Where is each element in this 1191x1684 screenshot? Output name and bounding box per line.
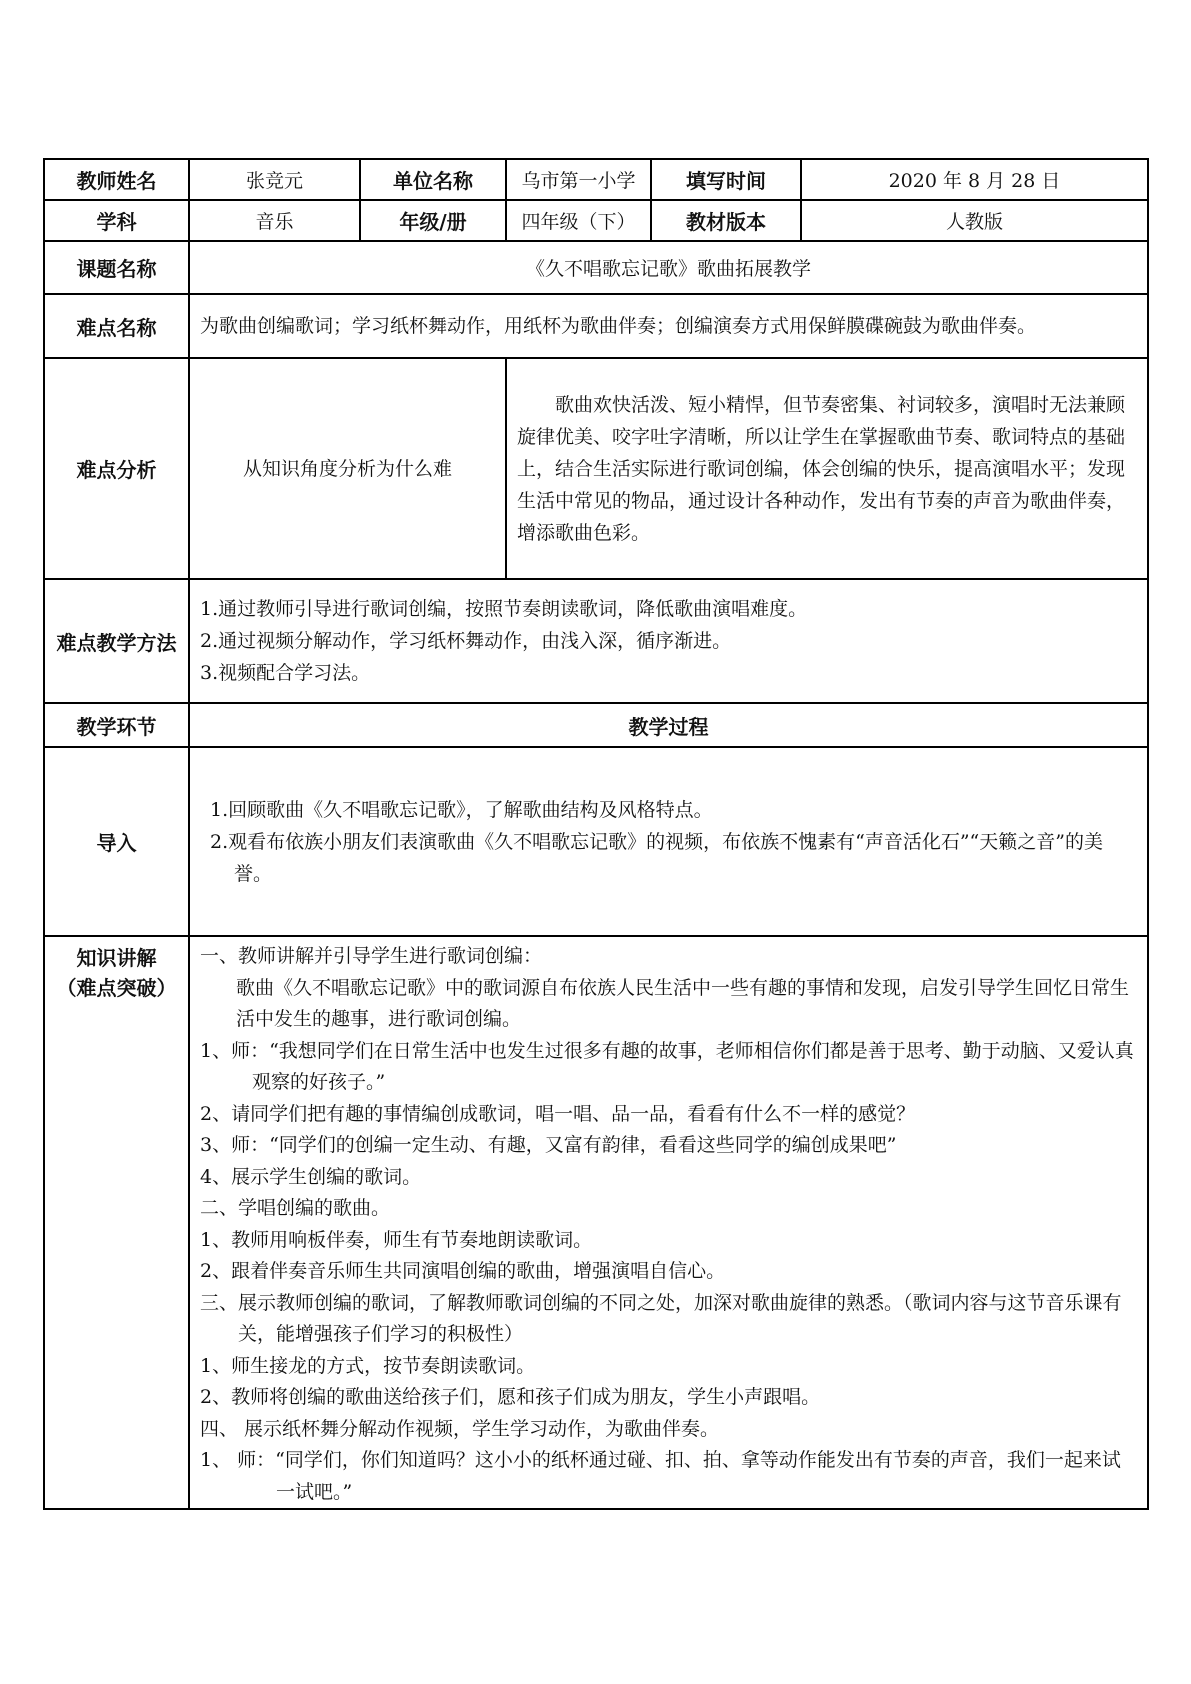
unit-name-label: 单位名称 <box>360 159 506 200</box>
topic-value: 《久不唱歌忘记歌》歌曲拓展教学 <box>189 241 1148 294</box>
knowledge-line: 2、教师将创编的歌曲送给孩子们，愿和孩子们成为朋友，学生小声跟唱。 <box>200 1386 821 1408</box>
knowledge-line: 四、 展示纸杯舞分解动作视频，学生学习动作，为歌曲伴奏。 <box>200 1417 720 1440</box>
textbook-edition-label: 教材版本 <box>651 200 801 241</box>
knowledge-line: 三、展示教师创编的歌词，了解教师歌词创编的不同之处，加深对歌曲旋律的熟悉。（歌词内容与这节音乐课有关，能增强孩子们学习的积极性） <box>200 1291 1122 1345</box>
info-row-2 <box>44 200 1148 241</box>
teaching-method-item: 2.通过视频分解动作，学习纸杯舞动作，由浅入深，循序渐进。 <box>200 630 732 652</box>
teaching-method-item: 1.通过教师引导进行歌词创编，按照节奏朗读歌词，降低歌曲演唱难度。 <box>200 598 808 620</box>
knowledge-line: 2、请同学们把有趣的事情编创成歌词，唱一唱、品一品，看看有什么不一样的感觉？ <box>200 1102 916 1125</box>
knowledge-line: 1、教师用响板伴奏，师生有节奏地朗读歌词。 <box>200 1228 593 1251</box>
intro-item: 1.回顾歌曲《久不唱歌忘记歌》，了解歌曲结构及风格特点。 <box>210 798 713 821</box>
info-row-1 <box>44 159 1148 200</box>
topic-row <box>44 241 1148 294</box>
intro-row <box>44 747 1148 936</box>
intro-item: 2.观看布依族小朋友们表演歌曲《久不唱歌忘记歌》的视频，布依族不愧素有“声音活化石”“天籁之音”的美誉。 <box>210 830 1103 885</box>
textbook-edition-value: 人教版 <box>801 200 1148 241</box>
unit-name-value: 乌市第一小学 <box>506 159 651 200</box>
intro-label: 导入 <box>44 747 189 936</box>
difficulty-analysis-row <box>44 358 1148 579</box>
knowledge-line: 1、师生接龙的方式，按节奏朗读歌词。 <box>200 1354 536 1377</box>
intro-list <box>189 747 1148 936</box>
subject-value: 音乐 <box>189 200 360 241</box>
knowledge-line: 一、教师讲解并引导学生进行歌词创编： <box>200 945 543 967</box>
teaching-method-list <box>189 579 1148 703</box>
knowledge-sublabel: （难点突破） <box>56 976 177 1000</box>
teaching-method-label: 难点教学方法 <box>44 579 189 703</box>
knowledge-content <box>189 936 1148 1509</box>
knowledge-line: 3、师：“同学们的创编一定生动、有趣，又富有韵律，看看这些同学的编创成果吧” <box>200 1134 897 1156</box>
teaching-method-item: 3.视频配合学习法。 <box>200 662 371 684</box>
teacher-name-label: 教师姓名 <box>44 159 189 200</box>
difficulty-name-value: 为歌曲创编歌词；学习纸杯舞动作，用纸杯为歌曲伴奏；创编演奏方式用保鲜膜碟碗鼓为歌曲伴奏。 <box>189 294 1148 358</box>
knowledge-line: 2、跟着伴奏音乐师生共同演唱创编的歌曲，增强演唱自信心。 <box>200 1260 726 1282</box>
knowledge-line: 1、 师：“同学们，你们知道吗？这小小的纸杯通过碰、扣、拍、拿等动作能发出有节奏的声音，我们一起来试一试吧。” <box>200 1449 1121 1503</box>
grade-label: 年级/册 <box>360 200 506 241</box>
difficulty-analysis-label: 难点分析 <box>44 358 189 579</box>
topic-label: 课题名称 <box>44 241 189 294</box>
difficulty-analysis-content: 歌曲欢快活泼、短小精悍，但节奏密集、衬词较多，演唱时无法兼顾旋律优美、咬字吐字清晰，所以让学生在掌握歌曲节奏、歌词特点的基础上，结合生活实际进行歌词创编，体会创编的快乐，提高演唱水平；发现生活中常见的物品，通过设计各种动作，发出有节奏的声音为歌曲伴奏，增添歌曲色彩。 <box>506 358 1148 579</box>
teaching-process-label: 教学过程 <box>189 703 1148 747</box>
knowledge-line: 4、展示学生创编的歌词。 <box>200 1165 422 1188</box>
analysis-angle-label: 从知识角度分析为什么难 <box>189 358 506 579</box>
grade-value: 四年级（下） <box>506 200 651 241</box>
fill-date-value: 2020 年 8 月 28 日 <box>801 159 1148 200</box>
teaching-method-row <box>44 579 1148 703</box>
teacher-name-value: 张竞元 <box>189 159 360 200</box>
fill-date-label: 填写时间 <box>651 159 801 200</box>
process-header-row <box>44 703 1148 747</box>
knowledge-line: 二、学唱创编的歌曲。 <box>200 1197 391 1219</box>
lesson-plan-table <box>43 158 1149 1510</box>
knowledge-line: 1、师：“我想同学们在日常生活中也发生过很多有趣的故事，老师相信你们都是善于思考、勤于动脑、又爱认真观察的好孩子。” <box>200 1039 1134 1093</box>
difficulty-name-row <box>44 294 1148 358</box>
knowledge-label: 知识讲解 <box>76 946 157 970</box>
knowledge-label-cell <box>44 936 189 1509</box>
knowledge-line: 歌曲《久不唱歌忘记歌》中的歌词源自布依族人民生活中一些有趣的事情和发现，启发引导学生回忆日常生活中发生的趣事，进行歌词创编。 <box>236 976 1130 1030</box>
difficulty-name-label: 难点名称 <box>44 294 189 358</box>
teaching-stage-label: 教学环节 <box>44 703 189 747</box>
subject-label: 学科 <box>44 200 189 241</box>
knowledge-row <box>44 936 1148 1509</box>
